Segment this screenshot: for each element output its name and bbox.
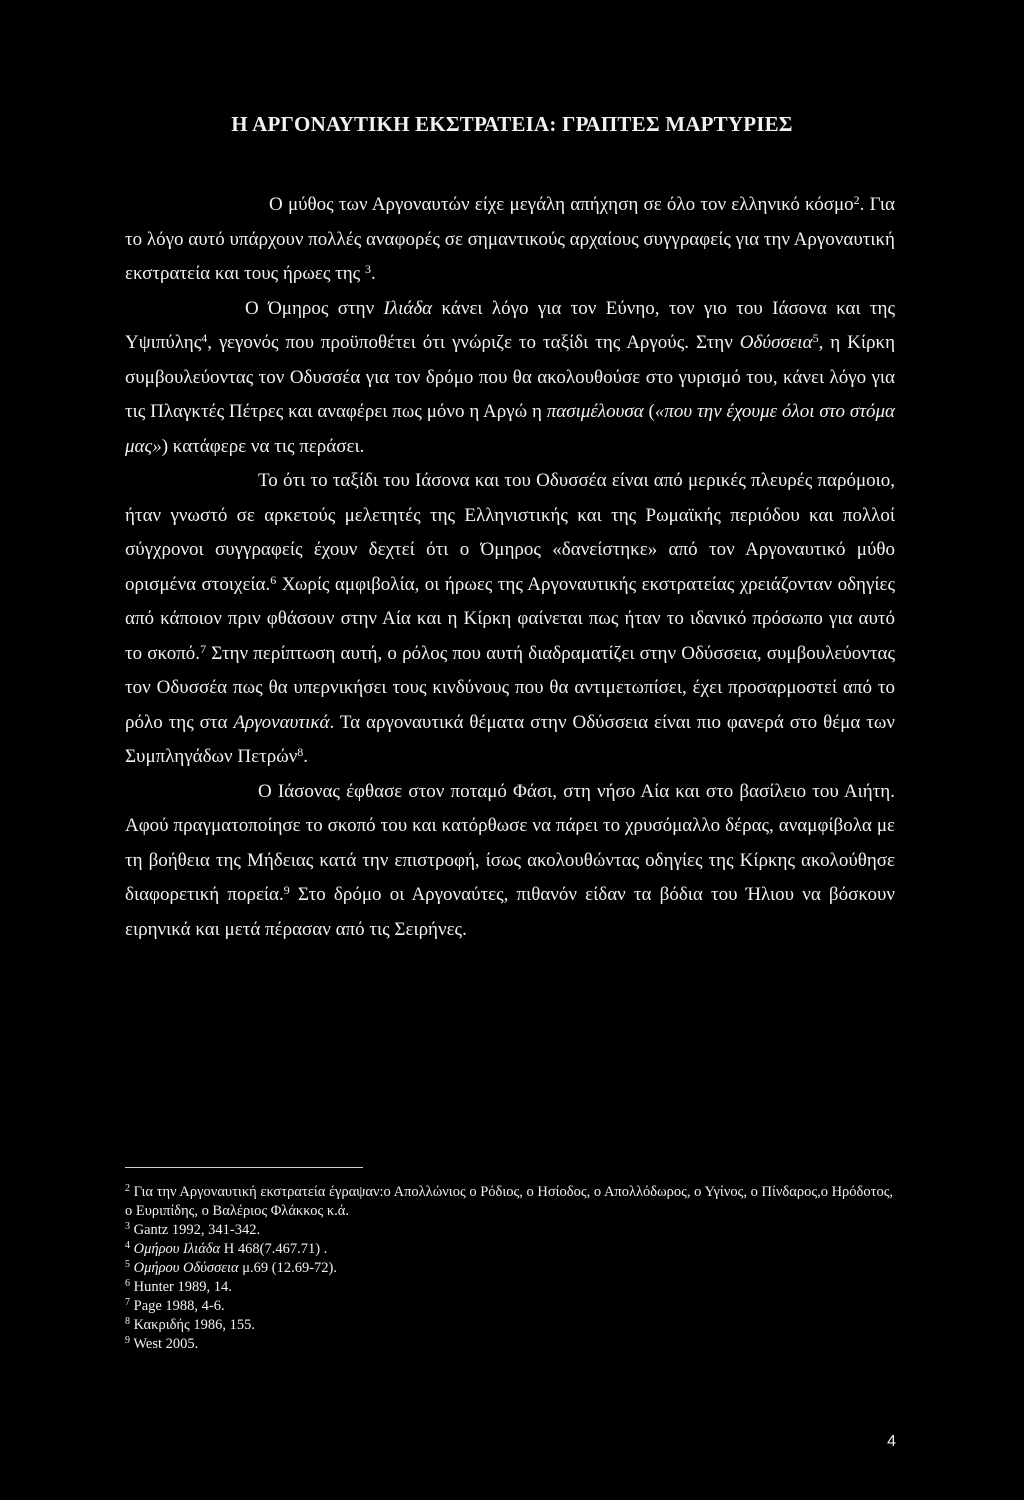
text-run: , η Κίρκη συμβουλεύοντας τον Οδυσσέα για τον δρόμο που θα ακολουθούσε στο γυρισμό του, κάνει λόγο για τις Πλαγκτές Πέτρες και αναφέρει πως μόνο η Αργώ η (125, 332, 896, 422)
footnote-number: 5 (125, 1259, 130, 1270)
footnote-text: West 2005. (130, 1336, 199, 1352)
text-run: Ο Όμηρος στην (245, 297, 384, 319)
text-run: κάνει λόγο για τον Εύνηο, τον γιο του Ιάσονα και της Υψιπύλης (125, 297, 895, 353)
footnote-ref: 9 (283, 883, 290, 897)
text-run: . Για το λόγο αυτό υπάρχουν πολλές αναφορές σε σημαντικούς αρχαίους συγγραφείς για την Αργοναυτική εκστρατεία και τους ήρωες της (125, 194, 895, 284)
footnote-ref: 6 (270, 572, 277, 587)
footnote-italic: Ομήρου Οδύσσεια (130, 1260, 239, 1276)
footnote-3 (125, 1221, 895, 1240)
italic-title: Αργοναυτικά (233, 711, 330, 733)
text-run: , γεγονός που προϋποθέτει ότι γνώριζε το ταξίδι της Αργούς. Στην (207, 332, 740, 353)
text-run: Στην περίπτωση αυτή, ο ρόλος που αυτή διαδραματίζει στην Οδύσσεια, συμβουλεύοντας τον Οδυσσέα πως θα υπερνικήσει τους κινδύνους που θα αντιμετωπίσει, έχει προσαρμοστεί από το ρόλο της στα (125, 642, 895, 733)
footnote-text: μ.69 (12.69-72). (238, 1260, 337, 1276)
text-run: . (303, 746, 309, 767)
footnote-text: Page 1988, 4-6. (130, 1298, 225, 1314)
footnote-italic: Ομήρου Ιλιάδα (130, 1241, 221, 1257)
paragraph-2 (125, 292, 895, 465)
paragraph-4 (125, 775, 895, 948)
italic-title: Οδύσσεια (739, 332, 813, 353)
footnote-text: Κακριδής 1986, 155. (130, 1317, 256, 1333)
footnote-ref: 7 (200, 641, 207, 656)
text-run: Χωρίς αμφιβολία, οι ήρωες της Αργοναυτικής εκστρατείας χρειάζονταν οδηγίες από κάποιον πριν φθάσουν στην Αία και η Κίρκη φαίνεται πως ήταν το ιδανικό πρόσωπο για αυτό το σκοπό. (125, 573, 896, 664)
text-run: Στο δρόμο οι Αργοναύτες, πιθανόν είδαν τα βόδια του Ήλιου να βόσκουν ειρηνικά και μετά πέρασαν από τις Σειρήνες. (125, 884, 895, 940)
footnote-ref: 2 (853, 193, 860, 207)
footnote-8 (125, 1316, 895, 1335)
text-run: ) κατάφερε να τις περάσει. (161, 435, 365, 457)
paragraph-1 (125, 188, 895, 292)
footnote-number: 9 (125, 1335, 130, 1346)
text-run: Ο μύθος των Αργοναυτών είχε μεγάλη απήχηση σε όλο τον ελληνικό κόσμο (269, 194, 854, 215)
footnote-number: 2 (125, 1183, 130, 1194)
footnote-separator (125, 1167, 363, 1168)
text-run: Το ότι το ταξίδι του Ιάσονα και του Οδυσσέα είναι από μερικές πλευρές παρόμοιο, ήταν γνωστό σε αρκετούς μελετητές της Ελληνιστικής και της Ρωμαϊκής περιόδου και πολλοί σύγχρονοι συγγραφείς έχουν δεχτεί ότι ο Όμηρος «δανείστηκε» από τον Αργοναυτικό μύθο ορισμένα στοιχεία. (125, 470, 895, 595)
paragraph-3 (125, 464, 895, 775)
italic-title: Ιλιάδα (383, 297, 433, 319)
footnote-number: 8 (125, 1316, 130, 1327)
footnote-9 (125, 1335, 895, 1354)
footnotes (125, 1183, 895, 1354)
footnote-ref: 5 (812, 331, 819, 345)
footnote-6 (125, 1278, 895, 1297)
page-title: Η ΑΡΓΟΝΑΥΤΙΚΗ ΕΚΣΤΡΑΤΕΙΑ: ΓΡΑΠΤΕΣ ΜΑΡΤΥΡΙΕΣ (231, 112, 793, 136)
text-run: . Τα αργοναυτικά θέματα στην Οδύσσεια είναι πιο φανερά στο θέμα των Συμπληγάδων Πετρών (125, 711, 895, 767)
footnote-7 (125, 1297, 895, 1316)
page-number: 4 (887, 1433, 896, 1450)
footnote-2 (125, 1183, 895, 1221)
footnote-number: 3 (125, 1221, 130, 1232)
footnote-number: 6 (125, 1278, 130, 1289)
footnote-text: Gantz 1992, 341-342. (130, 1222, 261, 1238)
footnote-ref: 4 (201, 331, 208, 345)
italic-word: πασιμέλουσα (546, 401, 644, 422)
text-run: . (370, 263, 376, 284)
footnote-number: 7 (125, 1297, 130, 1308)
footnote-text: Η 468(7.467.71) . (220, 1241, 328, 1257)
text-run: Ο Ιάσονας έφθασε στον ποταμό Φάσι, στη νήσο Αία και στο βασίλειο του Αιήτη. Αφού πραγματοποίησε το σκοπό του και κατόρθωσε να πάρει το χρυσόμαλλο δέρας, αναμφίβολα με τη βοήθεια της Μήδειας κατά την επιστροφή, ίσως ακολουθώντας οδηγίες της Κίρκης ακολούθησε διαφορετική πορεία. (125, 780, 895, 905)
text-run: ( (643, 401, 655, 422)
footnote-5 (125, 1259, 895, 1278)
footnote-text: Hunter 1989, 14. (130, 1279, 232, 1295)
footnote-ref: 8 (297, 745, 304, 759)
footnote-number: 4 (125, 1240, 130, 1251)
body-text (125, 188, 895, 947)
footnote-text: Για την Αργοναυτική εκστρατεία έγραψαν:ο Απολλώνιος ο Ρόδιος, ο Ησίοδος, ο Απολλόδωρος, ο Υγίνος, ο Πίνδαρος,ο Ηρόδοτος, ο Ευριπίδης, ο Βαλέριος Φλάκκος κ.ά. (125, 1184, 894, 1219)
footnote-ref: 3 (364, 262, 371, 276)
footnote-4 (125, 1240, 895, 1259)
italic-quote: «που την έχουμε όλοι στο στόμα μας» (125, 401, 896, 457)
